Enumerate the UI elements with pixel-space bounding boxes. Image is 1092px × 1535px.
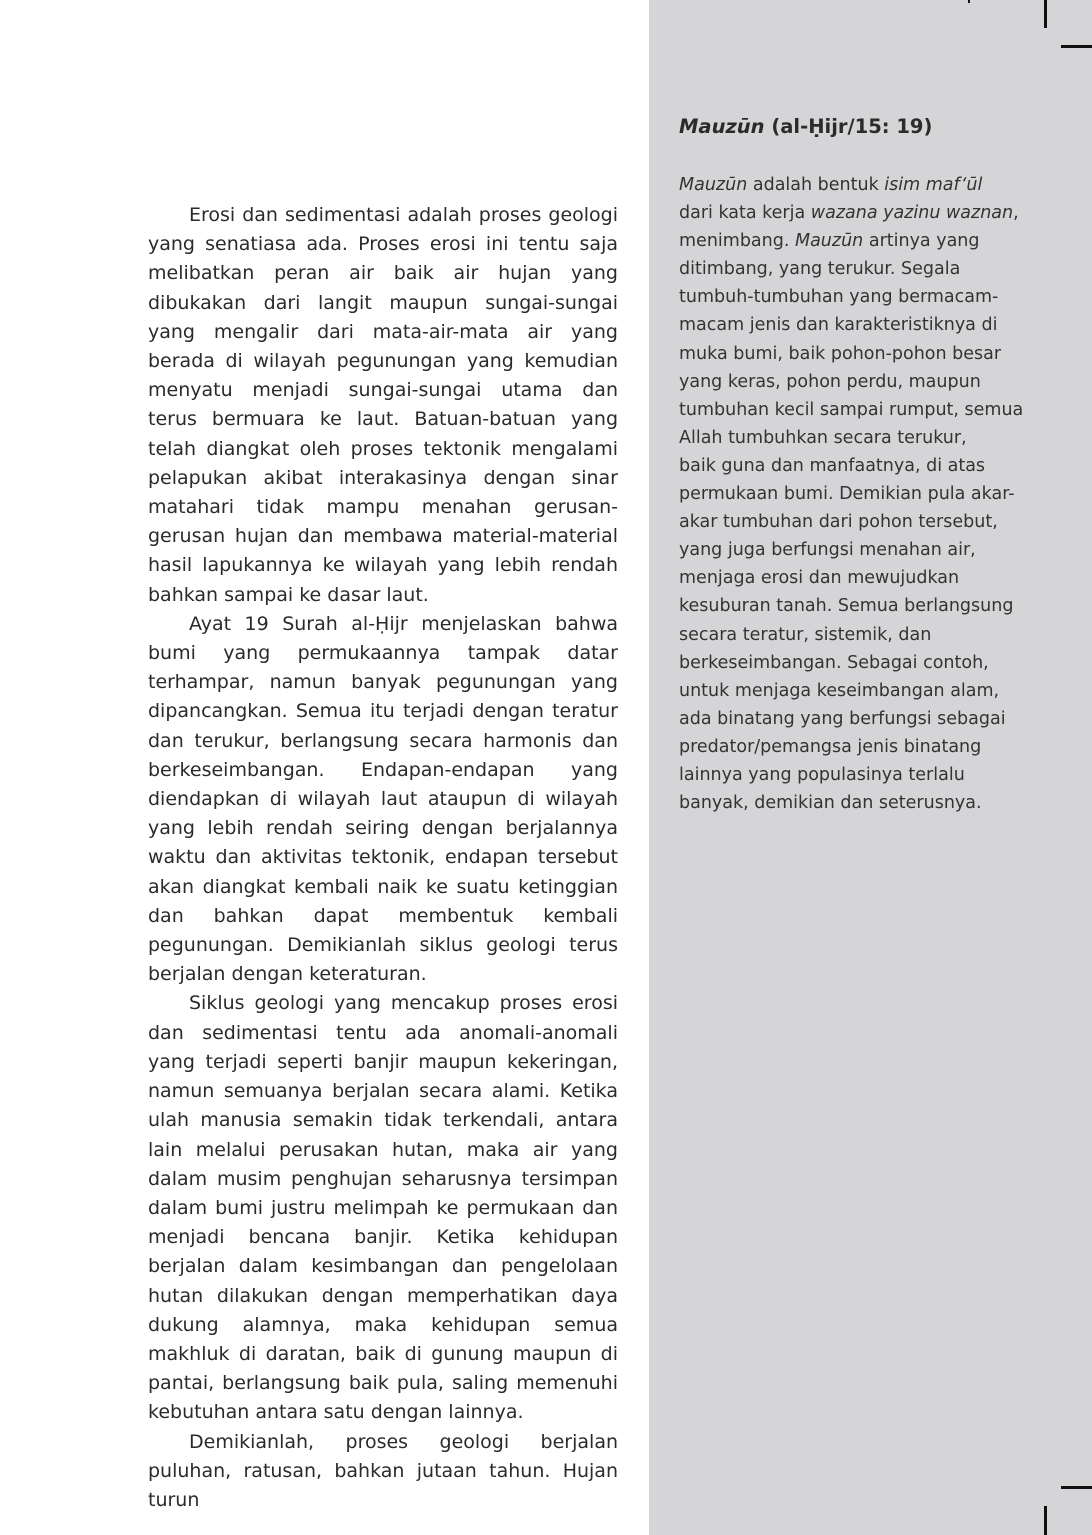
sidebar-line [679,621,1069,649]
sidebar-italic-term: Mauzūn [679,175,748,195]
sidebar-line [679,171,1069,199]
sidebar-text-run: akar tumbuhan dari pohon tersebut, [679,512,998,533]
sidebar-line [679,508,1069,536]
sidebar-text-run: yang juga berfungsi menahan air, [679,540,976,561]
sidebar-line [679,480,1069,508]
sidebar-line [679,789,1069,817]
sidebar-explanation [679,171,1069,817]
sidebar-text-run: baik guna dan manfaatnya, di atas [679,455,986,476]
sidebar-line [679,564,1069,592]
sidebar-line [679,368,1069,396]
paragraph-3: Siklus geologi yang mencakup proses erosi dan sedimentasi tentu ada anomali-anomali yang terjadi seperti banjir maupun kekeringan, namun semuanya berjalan secara alami. Ketika ulah manusia semakin tidak terkendali, antara lain melalui perusakan hutan, maka air yang dalam musim penghujan seharusnya tersimpan dalam bumi justru melimpah ke permukaan dan menjadi bencana banjir. Ketika kehidupan berjalan dalam kesimbangan dan pengelolaan hutan dilakukan dengan memperhatikan daya dukung alamnya, maka kehidupan semua makhluk di daratan, baik di gunung maupun di pantai, berlangsung baik pula, saling memenuhi kebutuhan antara satu dengan lainnya. [148,992,618,1424]
sidebar-text-run: untuk menjaga keseimbangan alam, [679,680,1000,701]
sidebar-text-run: artinya yang [863,231,980,252]
sidebar-line [679,592,1069,620]
crop-mark-top-horizontal [1061,45,1092,48]
sidebar-line [679,283,1069,311]
sidebar-line [679,677,1069,705]
sidebar-line [679,255,1069,283]
sidebar-line [679,761,1069,789]
sidebar-line [679,311,1069,339]
sidebar-line [679,396,1069,424]
sidebar-italic-term: wazana yazinu waznan [810,203,1014,224]
sidebar-line [679,340,1069,368]
paragraph-2: Ayat 19 Surah al-Ḥijr menjelaskan bahwa bumi yang permukaannya tampak datar terhampar, namun banyak pegunungan yang dipancangkan. Semua itu terjadi dengan teratur dan terukur, berlangsung secara harmonis dan berkeseimbangan. Endapan-endapan yang diendapkan di wilayah laut ataupun di wilayah yang lebih rendah seiring dengan berjalannya waktu dan aktivitas tektonik, endapan tersebut akan diangkat kembali naik ke suatu ketinggian dan bahkan dapat membentuk kembali pegunungan. Demikianlah siklus geologi terus berjalan dengan keteraturan. [148,612,618,986]
sidebar-line [679,733,1069,761]
sidebar-text-run: tumbuh-tumbuhan yang bermacam- [679,287,999,308]
sidebar-italic-term: isim maf‘ūl [884,175,983,195]
sidebar-text-run: menimbang. [679,231,795,252]
sidebar-text-run: kesuburan tanah. Semua berlangsung [679,596,1014,617]
sidebar-text-run: yang keras, pohon perdu, maupun [679,371,981,392]
sidebar-line [679,705,1069,733]
sidebar-text-run: tumbuhan kecil sampai rumput, semua [679,399,1024,420]
sidebar-line [679,452,1069,480]
sidebar-text-run: muka bumi, baik pohon-pohon besar [679,343,1002,364]
paragraph-4: Demikianlah, proses geologi berjalan puluhan, ratusan, bahkan jutaan tahun. Hujan turun [148,1430,618,1511]
sidebar-text-run: berkeseimbangan. Sebagai contoh, [679,652,989,673]
sidebar-title-term: Mauzūn [679,115,765,138]
sidebar-line [679,199,1069,227]
sidebar-italic-term: Mauzūn [794,231,864,252]
main-text-column [148,201,618,1515]
sidebar-line [679,424,1069,452]
crop-mark-bottom-vertical [1044,1506,1047,1535]
sidebar-text-run: dari kata kerja [679,203,811,224]
paragraph-1: Erosi dan sedimentasi adalah proses geologi yang senatiasa ada. Proses erosi ini tentu saja melibatkan peran air baik air hujan yang dibukakan dari langit maupun sungai-sungai yang mengalir dari mata-air-mata air yang berada di wilayah pegunungan yang kemudian menyatu menjadi sungai-sungai utama dan terus bermuara ke laut. Batuan-batuan yang telah diangkat oleh proses tektonik mengalami pelapukan akibat interakasinya dengan sinar matahari tidak mampu menahan gerusan-gerusan hujan dan membawa material-material hasil lapukannya ke wilayah yang lebih rendah bahkan sampai ke dasar laut. [148,204,618,606]
sidebar-text-run: ada binatang yang berfungsi sebagai [679,708,1006,729]
sidebar-text-run: Allah tumbuhkan secara terukur, [679,427,967,448]
sidebar-text-run: banyak, demikian dan seterusnya. [679,793,982,814]
sidebar-text-run: lainnya yang populasinya terlalu [679,764,965,785]
sidebar-text-run: menjaga erosi dan mewujudkan [679,568,960,589]
sidebar-title [679,112,1069,142]
sidebar-title-reference: (al-Ḥijr/15: 19) [764,115,933,138]
sidebar-text-run: adalah bentuk [747,175,885,195]
crop-mark-bottom-horizontal [1061,1486,1092,1489]
sidebar-text-run: secara teratur, sistemik, dan [679,624,932,645]
sidebar-text-run: predator/pemangsa jenis binatang [679,736,982,757]
sidebar-line [679,536,1069,564]
sidebar-text-run: macam jenis dan karakteristiknya di [679,315,998,336]
crop-mark-top-vertical [1044,0,1047,28]
sidebar-line [679,649,1069,677]
sidebar-text-run: , [1013,203,1019,224]
sidebar-text-run: permukaan bumi. Demikian pula akar- [679,484,1015,505]
crop-mark-top-tick [968,0,970,3]
sidebar-text-run: ditimbang, yang terukur. Segala [679,259,961,280]
sidebar-line [679,227,1069,255]
